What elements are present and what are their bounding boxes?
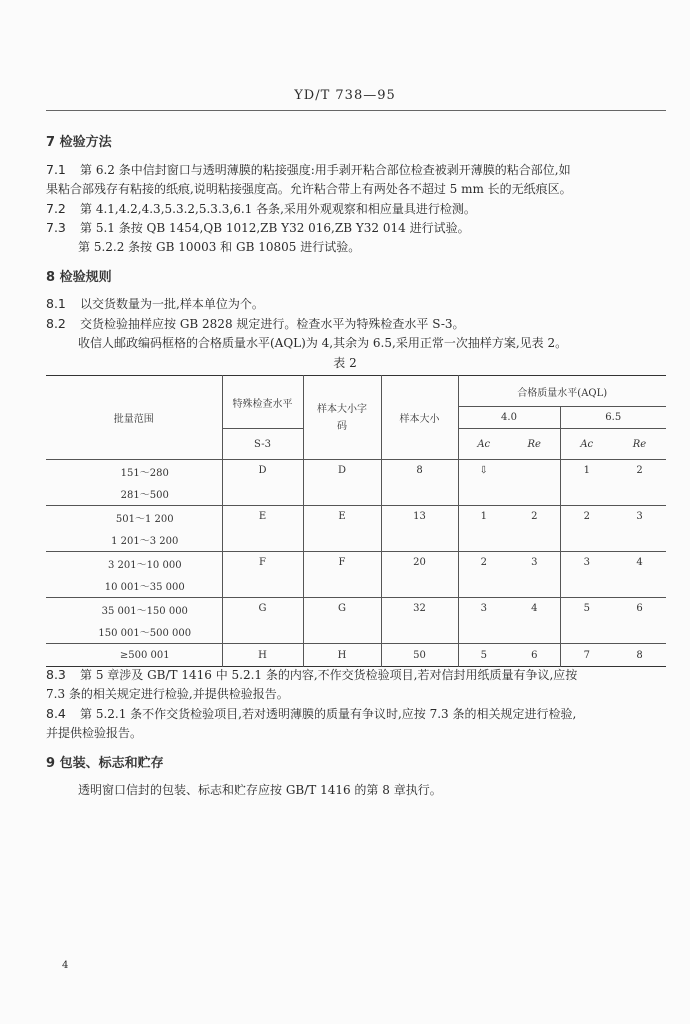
batch-range-cell: 151～280	[46, 460, 222, 483]
para-8-3	[46, 665, 666, 704]
para-8-2-number: 8.2	[46, 316, 66, 331]
para-7-1-number: 7.1	[46, 162, 66, 177]
para-7-2	[46, 199, 666, 219]
sample-code-cell: D	[303, 460, 381, 506]
table-caption: 表 2	[333, 356, 357, 370]
para-7-3-line2: 第 5.2.2 条按 GB 10003 和 GB 10805 进行试验。	[78, 240, 361, 254]
ac-4-0-cell: 1	[480, 511, 487, 522]
para-8-1-text: 以交货数量为一批,样本单位为个。	[80, 297, 264, 311]
re-4-0-cell: 3	[509, 552, 560, 598]
para-7-1-line2: 果粘合部残存有粘接的纸痕,说明粘接强度高。允许粘合带上有两处各不超过 5 mm 长的无纸痕区。	[46, 182, 572, 196]
para-8-3-number: 8.3	[46, 667, 66, 682]
table-row	[46, 506, 666, 529]
page-header: YD/T 738—95	[294, 88, 396, 103]
header-aql-4-0: 4.0	[458, 407, 560, 429]
sample-size-cell: 8	[381, 460, 458, 506]
ac-4-0-cell: 3	[480, 603, 487, 614]
sample-size-cell: 50	[381, 644, 458, 667]
re-4-0-cell	[509, 460, 560, 506]
inspection-level-cell: H	[222, 644, 303, 667]
header-sample-size: 样本大小	[381, 376, 458, 460]
ac-4-0-cell: 2	[480, 557, 487, 568]
section-8-title: 8 检验规则	[46, 270, 112, 285]
table-row	[46, 644, 666, 667]
para-8-3-line2: 7.3 条的相关规定进行检验,并提供检验报告。	[46, 687, 289, 701]
batch-range-cell: 35 001～150 000	[46, 598, 222, 621]
para-7-1	[46, 160, 666, 199]
ac-6-5-cell: 5	[583, 603, 590, 614]
header-inspection-level-value: S-3	[222, 429, 303, 460]
page-number: 4	[62, 960, 69, 971]
para-7-1-line1: 第 6.2 条中信封窗口与透明薄膜的粘接强度:用手剥开粘合部位检查被剥开薄膜的粘合部位,如	[80, 163, 571, 177]
para-7-2-number: 7.2	[46, 201, 66, 216]
ac-4-0-cell: 5	[480, 649, 487, 661]
re-6-5-cell: 4	[636, 557, 643, 568]
batch-range-cell: 1 201～3 200	[46, 529, 222, 552]
table-row	[46, 460, 666, 483]
inspection-level-cell: E	[222, 506, 303, 552]
sampling-table	[46, 375, 666, 667]
header-ac-6-5: Ac	[580, 438, 594, 450]
para-7-3	[46, 218, 666, 257]
table-body	[46, 460, 666, 667]
para-7-3-line1: 第 5.1 条按 QB 1454,QB 1012,ZB Y32 016,ZB Y32 014 进行试验。	[80, 221, 470, 235]
sample-code-cell: H	[303, 644, 381, 667]
inspection-level-cell: F	[222, 552, 303, 598]
para-8-4-number: 8.4	[46, 706, 66, 721]
batch-range-cell: 501～1 200	[46, 506, 222, 529]
re-6-5-cell: 6	[636, 603, 643, 614]
batch-range-cell: 3 201～10 000	[46, 552, 222, 575]
sample-code-cell: E	[303, 506, 381, 552]
para-8-2-line2: 收信人邮政编码框格的合格质量水平(AQL)为 4,其余为 6.5,采用正常一次抽样方案,见表 2。	[78, 336, 568, 350]
re-6-5-cell: 8	[636, 649, 643, 661]
re-4-0-cell: 2	[509, 506, 560, 552]
para-8-4	[46, 704, 666, 743]
sample-code-cell: G	[303, 598, 381, 644]
inspection-level-cell: G	[222, 598, 303, 644]
header-ac-4-0: Ac	[477, 438, 491, 450]
ac-4-0-cell: ⇩	[479, 465, 488, 476]
sample-size-cell: 13	[381, 506, 458, 552]
para-8-3-line1: 第 5 章涉及 GB/T 1416 中 5.2.1 条的内容,不作交货检验项目,若对信封用纸质量有争议,应按	[80, 668, 578, 682]
batch-range-cell: ≥500 001	[46, 644, 222, 667]
header-inspection-level: 特殊检查水平	[222, 376, 303, 429]
batch-range-cell: 150 001～500 000	[46, 621, 222, 644]
header-batch-range: 批量范围	[46, 376, 222, 460]
ac-6-5-cell: 2	[583, 511, 590, 522]
para-7-3-number: 7.3	[46, 220, 66, 235]
para-8-2-line1: 交货检验抽样应按 GB 2828 规定进行。检查水平为特殊检查水平 S-3。	[80, 317, 465, 331]
table-row	[46, 552, 666, 575]
para-8-2	[46, 314, 666, 353]
header-rule	[46, 110, 666, 111]
para-8-4-line1: 第 5.2.1 条不作交货检验项目,若对透明薄膜的质量有争议时,应按 7.3 条的相关规定进行检验,	[80, 707, 577, 721]
re-4-0-cell: 6	[509, 644, 560, 667]
ac-6-5-cell: 1	[583, 465, 590, 476]
para-8-1-number: 8.1	[46, 296, 66, 311]
sample-size-cell: 32	[381, 598, 458, 644]
header-re-6-5: Re	[632, 438, 647, 450]
batch-range-cell: 10 001～35 000	[46, 575, 222, 598]
para-7-2-text: 第 4.1,4.2,4.3,5.3.2,5.3.3,6.1 各条,采用外观观察和相应量具进行检测。	[80, 202, 476, 216]
sample-code-cell: F	[303, 552, 381, 598]
header-aql: 合格质量水平(AQL)	[458, 376, 666, 407]
table-row	[46, 598, 666, 621]
batch-range-cell: 281～500	[46, 483, 222, 506]
re-6-5-cell: 3	[636, 511, 643, 522]
ac-6-5-cell: 3	[583, 557, 590, 568]
re-6-5-cell: 2	[636, 465, 643, 476]
section-7-title: 7 检验方法	[46, 135, 112, 150]
header-re-4-0: Re	[509, 429, 560, 460]
inspection-level-cell: D	[222, 460, 303, 506]
para-8-4-line2: 并提供检验报告。	[46, 726, 143, 740]
header-sample-code: 样本大小字码	[303, 376, 381, 460]
section-9-title: 9 包装、标志和贮存	[46, 756, 164, 771]
header-aql-6-5: 6.5	[560, 407, 666, 429]
para-8-1	[46, 294, 666, 314]
re-4-0-cell: 4	[509, 598, 560, 644]
ac-6-5-cell: 7	[583, 649, 590, 661]
para-9: 透明窗口信封的包装、标志和贮存应按 GB/T 1416 的第 8 章执行。	[78, 783, 442, 797]
sample-size-cell: 20	[381, 552, 458, 598]
